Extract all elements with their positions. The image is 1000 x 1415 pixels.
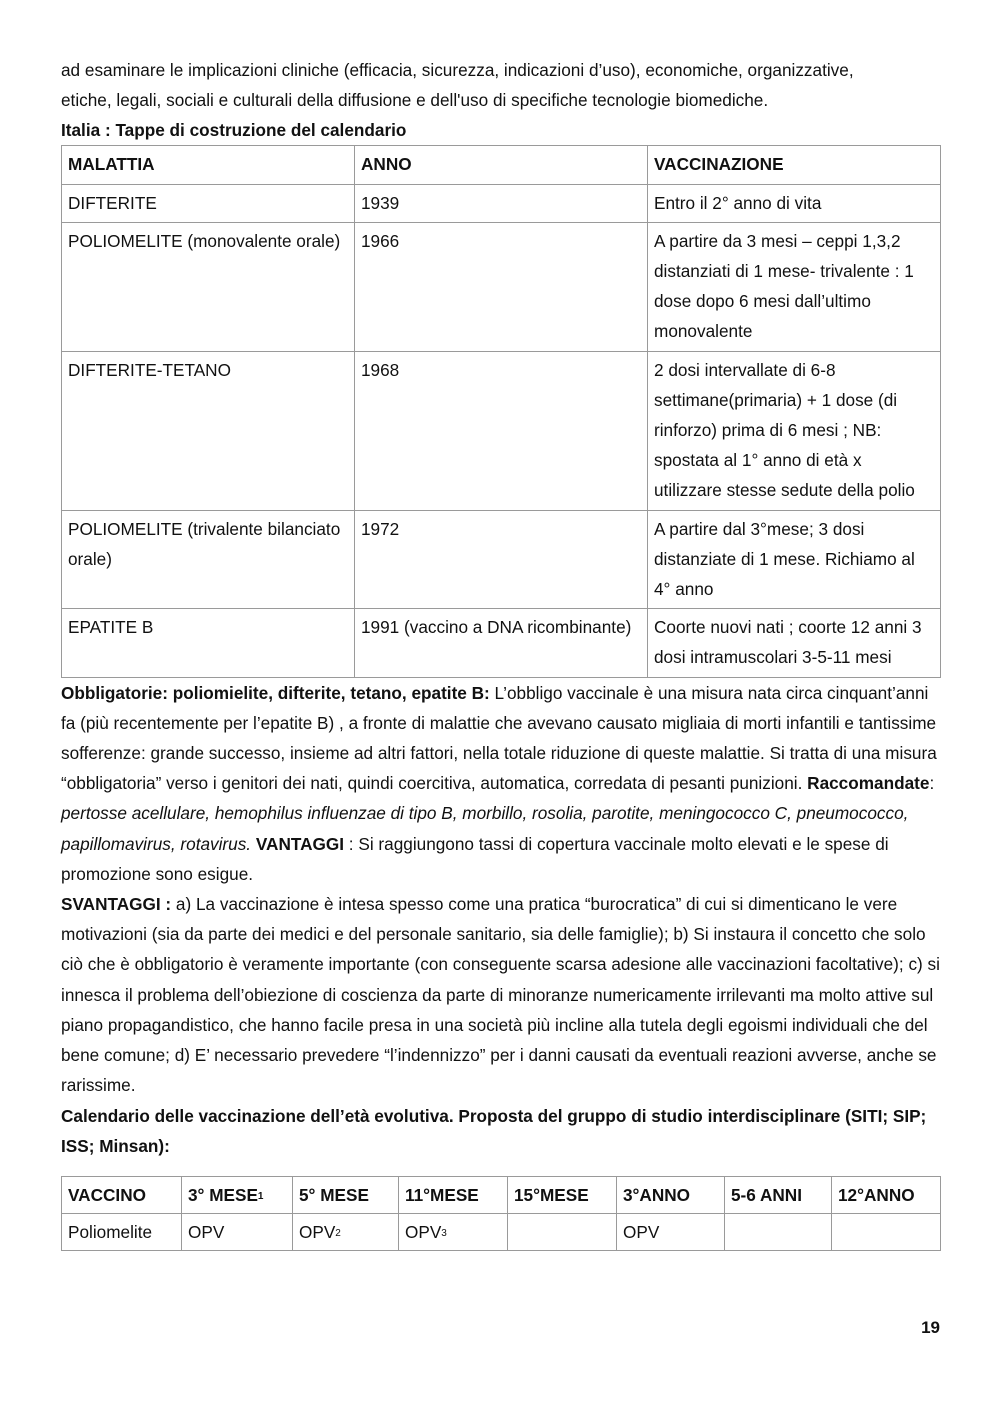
header-anno: ANNO [355, 146, 648, 184]
header-11-mese: 11°MESE [399, 1176, 508, 1213]
footnote-marker: 3 [441, 1227, 447, 1239]
obbligatorie-label: Obbligatorie: poliomielite, difterite, tetano, epatite B: [61, 682, 490, 703]
header-12-anno: 12°ANNO [832, 1176, 941, 1213]
table-row [62, 609, 941, 677]
cell-vaccinazione: Coorte nuovi nati ; coorte 12 anni 3 dosi intramuscolari 3-5-11 mesi [648, 609, 941, 677]
table-row [62, 184, 941, 222]
footnote-marker: 2 [335, 1227, 341, 1239]
cell-vaccinazione: A partire da 3 mesi – ceppi 1,3,2 distanziati di 1 mese- trivalente : 1 dose dopo 6 mesi dall’ultimo monovalente [648, 222, 941, 351]
raccomandate-label: Raccomandate [807, 773, 930, 794]
table-header-row [62, 1176, 941, 1213]
cell-vaccino: Poliomelite [62, 1213, 182, 1250]
vaccination-schedule-table [61, 1176, 941, 1251]
cell-anno: 1968 [355, 351, 648, 510]
cell-11-mese: OPV$^3$ [399, 1213, 508, 1250]
document-page [61, 55, 940, 1251]
cell-15-mese [508, 1213, 617, 1250]
cell-malattia: EPATITE B [62, 609, 355, 677]
cell-3-mese: OPV [182, 1213, 293, 1250]
raccomandate-list: pertosse acellulare, hemophilus influenzae di tipo B, morbillo, rosolia, parotite, meningococco C, pneumococco, papillomavirus, rotavirus. [61, 803, 909, 854]
intro-line-2: etiche, legali, sociali e culturali della diffusione e dell'uso di specifiche tecnologie biomediche. [61, 90, 769, 111]
cell-12-anno [832, 1213, 941, 1250]
cell-3-anno: OPV [617, 1213, 725, 1250]
footnote-marker: 1 [257, 1190, 264, 1202]
table-header-row [62, 146, 941, 184]
raccomandate-colon: : [929, 773, 935, 794]
cell-anno: 1991 (vaccino a DNA ricombinante) [355, 609, 648, 677]
table-row [62, 351, 941, 510]
intro-paragraph [61, 55, 940, 115]
svantaggi-label: SVANTAGGI : [61, 894, 172, 915]
svantaggi-paragraph [61, 889, 940, 1100]
body-paragraph [61, 678, 940, 889]
cell-5-mese: OPV$^2$ [293, 1213, 399, 1250]
cell-anno: 1939 [355, 184, 648, 222]
cell-anno: 1972 [355, 510, 648, 609]
cell-malattia: POLIOMELITE (trivalente bilanciato orale) [62, 510, 355, 609]
header-3-anno: 3°ANNO [617, 1176, 725, 1213]
cell-vaccinazione: A partire dal 3°mese; 3 dosi distanziate di 1 mese. Richiamo al 4° anno [648, 510, 941, 609]
table2-title: Calendario delle vaccinazione dell’età evolutiva. Proposta del gruppo di studio interdisciplinare (SITI; SIP; ISS; Minsan): [61, 1105, 927, 1156]
table1-title: Italia : Tappe di costruzione del calendario [61, 120, 407, 141]
cell-anno: 1966 [355, 222, 648, 351]
header-vaccinazione: VACCINAZIONE [648, 146, 941, 184]
table-row [62, 222, 941, 351]
intro-line-1: ad esaminare le implicazioni cliniche (efficacia, sicurezza, indicazioni d’uso), economiche, organizzative, [61, 60, 854, 80]
cell-vaccinazione: Entro il 2° anno di vita [648, 184, 941, 222]
calendar-history-table [61, 145, 941, 677]
table-row [62, 510, 941, 609]
header-3-mese: 3° MESE$^1$ [182, 1176, 293, 1213]
cell-5-6-anni [725, 1213, 832, 1250]
header-vaccino: VACCINO [62, 1176, 182, 1213]
header-malattia: MALATTIA [62, 146, 355, 184]
header-5-mese: 5° MESE [293, 1176, 399, 1213]
obbligatorie-text: L’obbligo vaccinale è una misura nata circa cinquant’anni fa (più recentemente per l’epatite B) , a fronte di malattie che avevano causato migliaia di morti infantili e tantissime sofferenze: grande successo, insieme ad altri fattori, nella totale riduzione di queste malattie. Si tratta di una misura “obbligatoria” verso i genitori dei nati, quindi coercitiva, automatica, corredata di pesanti punizioni. [61, 682, 937, 794]
vantaggi-text: : Si raggiungono tassi di copertura vaccinale molto elevati e le spese di promozione sono esigue. [61, 833, 889, 884]
table-row [62, 1213, 941, 1250]
vantaggi-label: VANTAGGI [251, 833, 345, 854]
header-5-6-anni: 5-6 ANNI [725, 1176, 832, 1213]
cell-malattia: DIFTERITE-TETANO [62, 351, 355, 510]
page-number: 19 [921, 1318, 940, 1337]
cell-malattia: POLIOMELITE (monovalente orale) [62, 222, 355, 351]
svantaggi-text: a) La vaccinazione è intesa spesso come una pratica “burocratica” di cui si dimenticano le vere motivazioni (sia da parte dei medici e del personale sanitario, sia delle famiglie); b) Si instaura il concetto che solo ciò che è obbligatorio è veramente importante (con conseguente scarsa adesione alle vaccinazioni facoltative); c) si innesca il problema dell’obiezione di coscienza da parte di minoranze numericamente irrilevanti ma molto attive sul piano propagandistico, che hanno facile presa in una società più incline alla tutela degli egoismi individuali che del bene comune; d) E’ necessario prevedere “l’indennizzo” per i danni causati da eventuali reazioni avverse, anche se rarissime. [61, 894, 940, 1096]
cell-malattia: DIFTERITE [62, 184, 355, 222]
cell-vaccinazione: 2 dosi intervallate di 6-8 settimane(primaria) + 1 dose (di rinforzo) prima di 6 mesi ; NB: spostata al 1° anno di età x utilizzare stesse sedute della polio [648, 351, 941, 510]
header-15-mese: 15°MESE [508, 1176, 617, 1213]
